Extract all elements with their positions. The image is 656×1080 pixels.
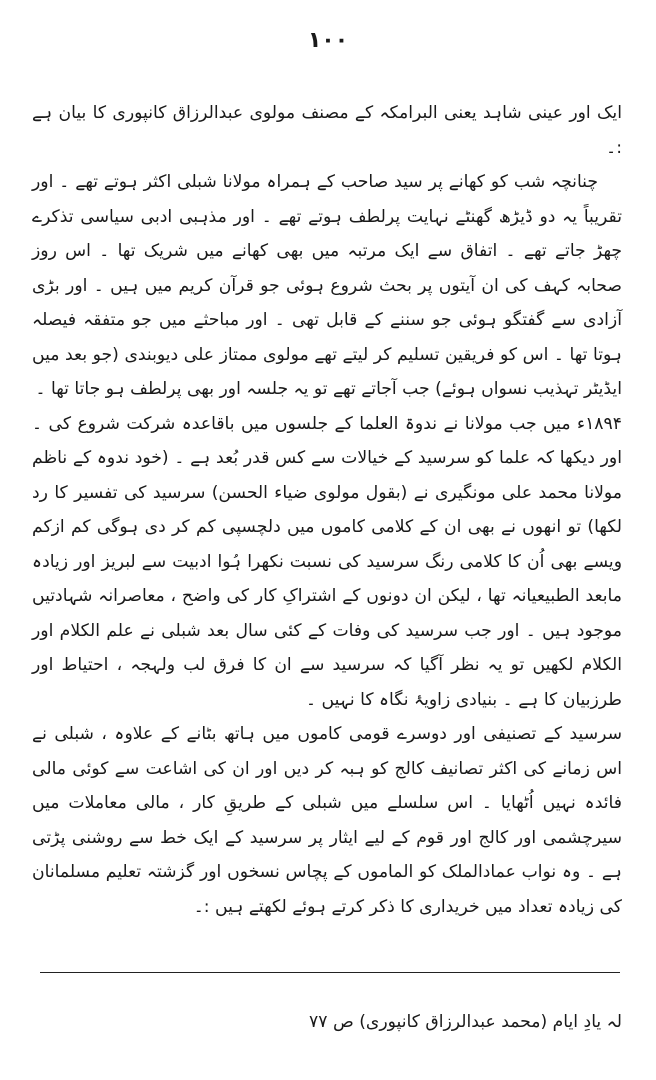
page-number: ۱۰۰ xyxy=(307,28,349,53)
footnote-divider xyxy=(40,972,620,973)
paragraph-1894: ۱۸۹۴ء میں جب مولانا نے ندوۃ العلما کے جلسوں میں باقاعدہ شرکت شروع کی ۔ اور دیکھا کہ علما کو سرسید کے خیالات سے کس قدر بُعد ہے ۔ (خود ندوہ کے ناظم مولانا محمد علی مونگیری نے (بقول مولوی ضیاء الحسن) سرسید کی تفسیر کا رد لکھا) تو انھوں نے بھی ان کے کلامی کاموں میں دلچسپی کم کر دی ہوگی کم ازکم ویسے بھی اُن کا کلامی رنگ سرسید کی نسبت نکھرا ہُوا ادبیت سے لبریز اور زیادہ مابعد الطبیعیانہ تھا ، لیکن ان دونوں کے اشتراکِ کار کی واضح ، معاصرانہ شہادتیں موجود ہیں ۔ اور جب سرسید کی وفات کے کئی سال بعد شبلی نے علم الکلام اور الکلام لکھیں تو یہ نظر آگیا کہ سرسید سے ان کا فرق لب ولہجہ ، احتیاط اور طرزبیان کا ہے ۔ بنیادی زاویۂ نگاہ کا نہیں ۔ xyxy=(32,413,622,710)
paragraph-intro: ایک اور عینی شاہد یعنی البرامکہ کے مصنف مولوی عبدالرزاق کانپوری کا بیان ہے :۔ xyxy=(32,103,622,158)
paragraph-contributions: سرسید کے تصنیفی اور دوسرے قومی کاموں میں ہاتھ بٹانے کے علاوہ ، شبلی نے اس زمانے کی اکثر تصانیف کالج کو ہبہ کر دیں اور ان کی اشاعت سے کوئی مالی فائدہ نہیں اُٹھایا ۔ اس سلسلے میں شبلی کے طریقِ کار ، مالی معاملات میں سیرچشمی اور کالج اور قوم کے لیے ایثار پر سرسید کے ایک خط سے روشنی پڑتی ہے ۔ وہ نواب عمادالملک کو الماموں کے پچاس نسخوں اور گزشتہ تعلیم مسلمانان کی زیادہ تعداد میں خریداری کا ذکر کرتے ہوئے لکھتے ہیں :۔ xyxy=(32,724,622,917)
paragraph-quote: چنانچہ شب کو کھانے پر سید صاحب کے ہمراہ مولانا شبلی اکثر ہوتے تھے ۔ اور تقریباً یہ دو ڈیڑھ گھنٹے نہایت پرلطف ہوتے تھے ۔ اور مذہبی ادبی سیاسی تذکرے چھڑ جاتے تھے ۔ اتفاق سے ایک مرتبہ میں بھی کھانے میں شریک تھا ۔ اس روز صحابہ کہف کی ان آیتوں پر بحث شروع ہوئی جو قرآن کریم میں ہیں ۔ اور بڑی آزادی سے گفتگو ہوئی جو سننے کے قابل تھی ۔ اور مباحثے میں جو متفقہ فیصلہ ہوتا تھا ۔ اس کو فریقین تسلیم کر لیتے تھے مولوی ممتاز علی دیوبندی (جو بعد میں ایڈیٹر تہذیب نسواں ہوئے) جب آجاتے تھے تو یہ جلسہ اور بھی پرلطف ہو جاتا تھا ۔ xyxy=(32,172,622,399)
body-text xyxy=(32,96,622,924)
footnote: لہ یادِ ایام (محمد عبدالرزاق کانپوری) ص ۷۷ xyxy=(309,1012,622,1032)
